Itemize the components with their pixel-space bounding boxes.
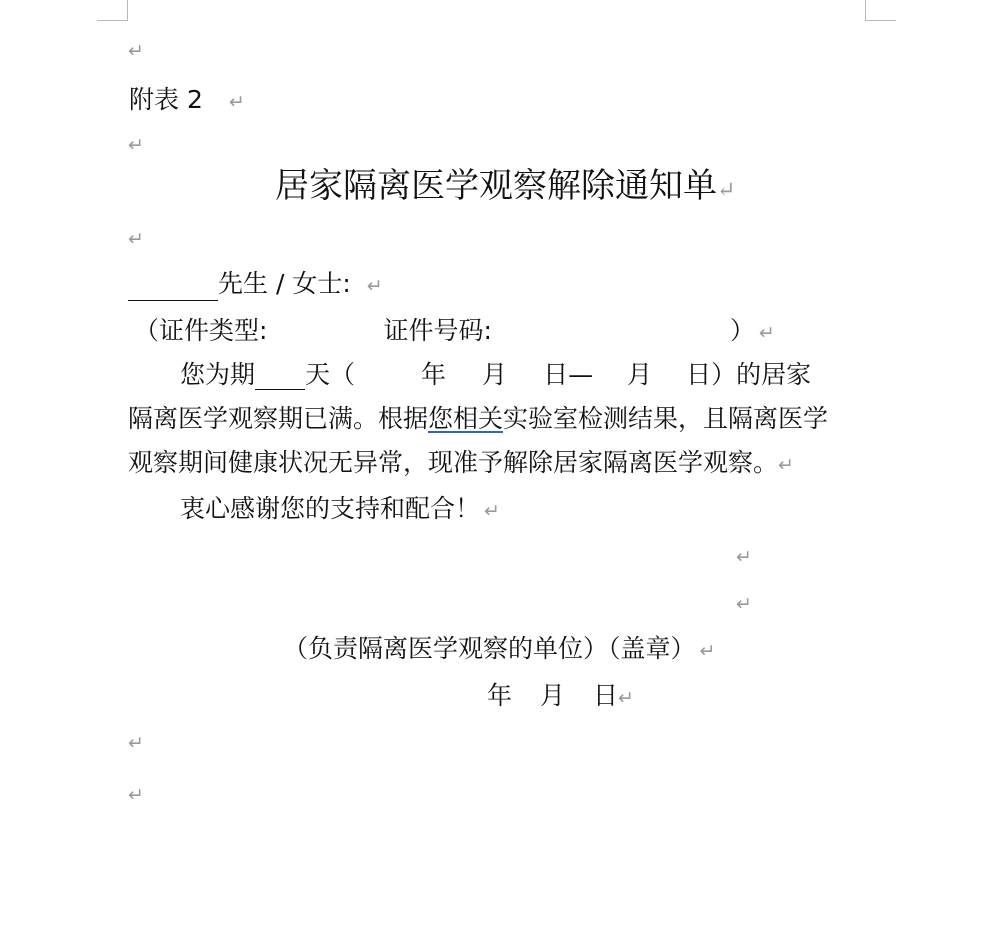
annex-label: 附表 2 (129, 85, 203, 114)
paragraph-mark-icon: ↵ (128, 40, 144, 62)
paragraph-mark-icon: ↵ (128, 134, 144, 156)
paragraph-mark-icon: ↵ (758, 322, 775, 344)
days-blank (255, 365, 305, 390)
paragraph-mark-icon: ↵ (128, 228, 144, 250)
body-line-3[interactable] (128, 448, 794, 480)
id-info-paragraph[interactable] (134, 316, 775, 348)
paragraph-mark-icon: ↵ (484, 500, 500, 522)
date-year-label: 年 (487, 681, 513, 710)
paragraph-mark-icon: ↵ (366, 275, 383, 297)
date-paragraph[interactable] (487, 681, 634, 713)
close-paren: ） (729, 316, 755, 345)
empty-paragraph[interactable] (128, 778, 144, 810)
thanks-text: 衷心感谢您的支持和配合！ (180, 494, 481, 523)
body-text: 观察期间健康状况无异常，现准予解除居家隔离医学观察。 (128, 448, 779, 477)
body-text: 日）的居家 (686, 360, 812, 389)
paragraph-mark-icon: ↵ (128, 732, 144, 754)
empty-paragraph[interactable] (736, 587, 752, 619)
paragraph-mark-icon: ↵ (717, 178, 736, 203)
empty-paragraph[interactable] (128, 726, 144, 758)
annex-label-paragraph[interactable] (129, 85, 245, 117)
paragraph-mark-icon: ↵ (128, 784, 144, 806)
body-text: 实验室检测结果，且隔离医学 (503, 404, 829, 433)
paragraph-mark-icon: ↵ (618, 687, 634, 709)
empty-paragraph[interactable] (736, 540, 752, 572)
page-corner-mark-right (865, 0, 896, 21)
date-day-label: 日 (593, 681, 619, 710)
empty-paragraph[interactable] (128, 34, 144, 66)
paragraph-mark-icon: ↵ (778, 454, 794, 476)
paragraph-mark-icon: ↵ (699, 640, 716, 662)
document-title[interactable] (275, 165, 735, 212)
id-type-label: （证件类型: (134, 316, 268, 345)
page-corner-mark-left (97, 0, 128, 21)
body-text: 天（ (305, 360, 356, 389)
id-number-label: 证件号码: (383, 316, 492, 345)
thanks-paragraph[interactable] (180, 494, 500, 526)
body-line-2[interactable] (128, 404, 828, 434)
name-blank (128, 276, 218, 301)
empty-paragraph[interactable] (128, 128, 144, 160)
empty-paragraph[interactable] (128, 222, 144, 254)
date-month-label: 月 (540, 681, 566, 710)
body-line-1[interactable] (180, 360, 811, 390)
linked-text[interactable]: 您相关 (428, 404, 504, 433)
signature-paragraph[interactable] (283, 634, 715, 666)
year-label: 年 (421, 360, 447, 389)
title-text: 居家隔离医学观察解除通知单 (275, 166, 717, 206)
body-text: 隔离医学观察期已满。根据 (128, 404, 429, 433)
salutation-text: 先生 / 女士: (218, 269, 351, 298)
paragraph-mark-icon: ↵ (228, 91, 245, 113)
day-label: 日— (543, 360, 594, 389)
paragraph-mark-icon: ↵ (736, 593, 752, 615)
month-label: 月 (627, 360, 653, 389)
paragraph-mark-icon: ↵ (736, 546, 752, 568)
month-label: 月 (482, 360, 508, 389)
body-text: 您为期 (180, 360, 256, 389)
signature-text: （负责隔离医学观察的单位）（盖章） (283, 634, 696, 663)
salutation-paragraph[interactable] (128, 269, 383, 301)
